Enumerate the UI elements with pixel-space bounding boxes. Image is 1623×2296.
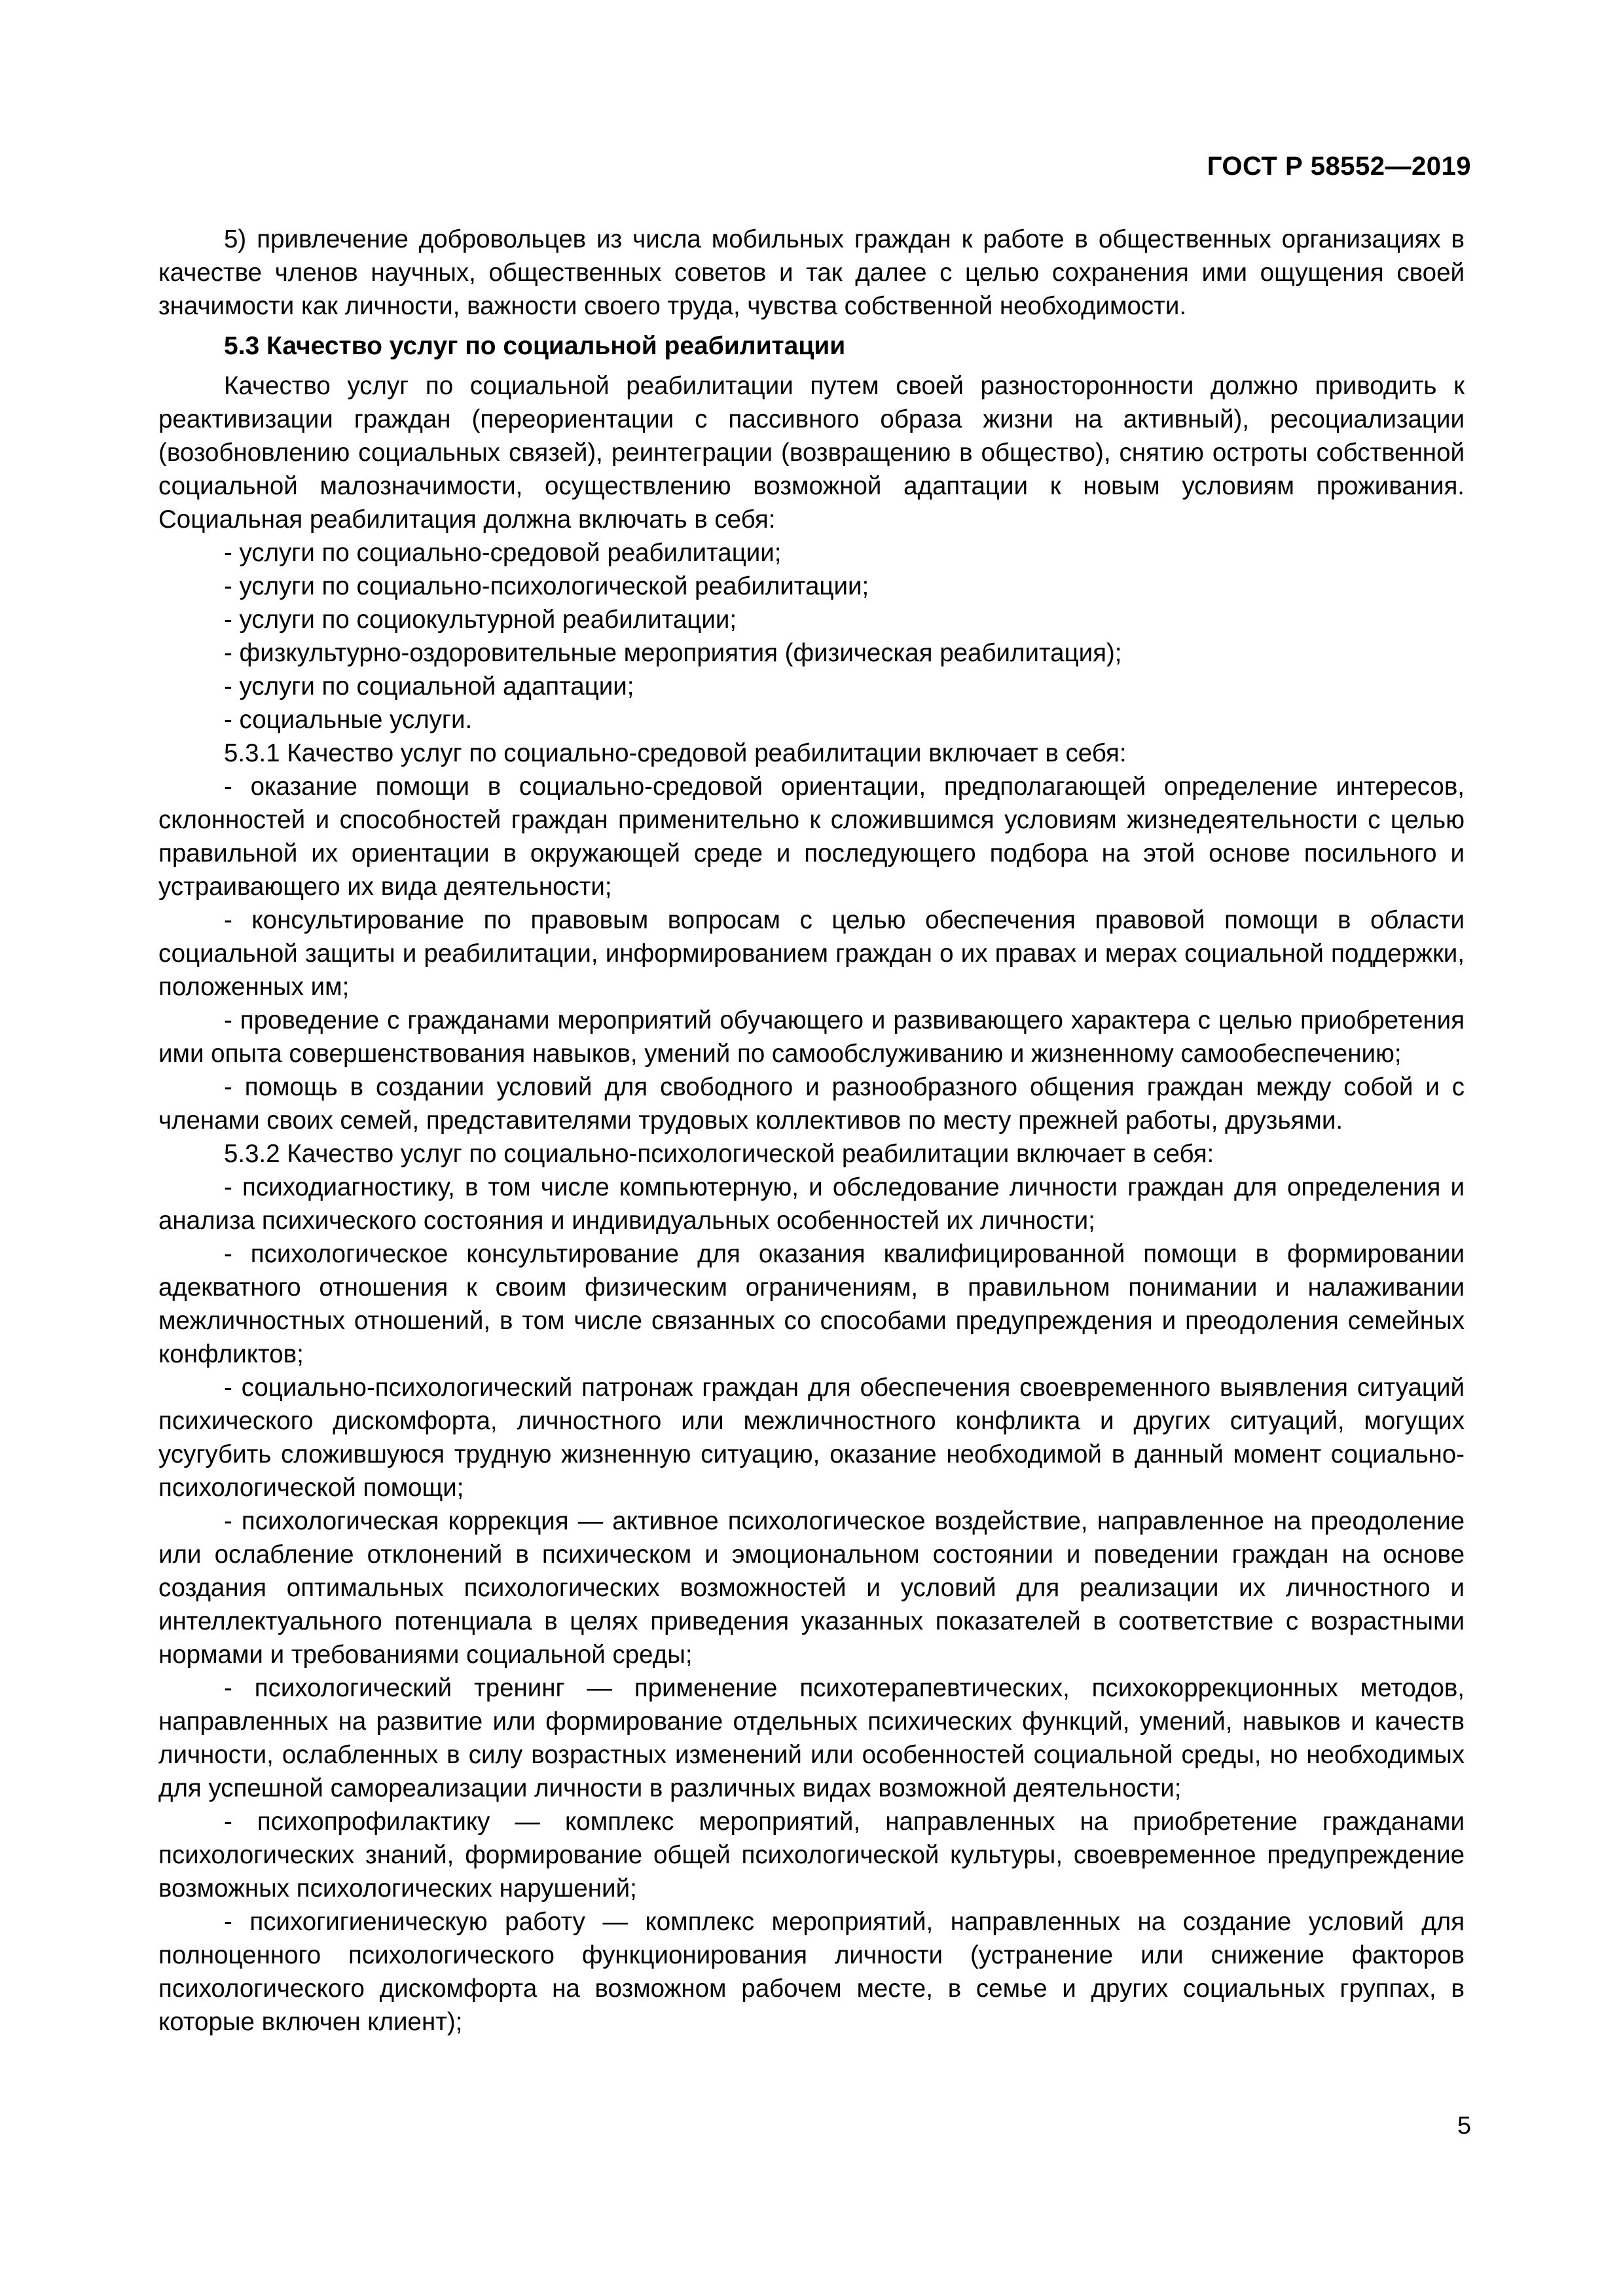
page-number: 5 xyxy=(1457,2112,1471,2140)
intro-paragraph: Качество услуг по социальной реабилитации путем своей разносторонности должно приводить к реактивизации граждан (переориентации с пассивного образа жизни на активный), ресоциализации (возобновлению социальных связей), реинтеграции (возвращению в общество), снятию остроты собственной социальной малозначимости, осуществлению возможной адаптации к новым условиям проживания. Социальная реабилитация должна включать в себя: xyxy=(158,372,1465,534)
subsection-531-title: 5.3.1 Качество услуг по социально-средовой реабилитации включает в себя: xyxy=(224,739,1127,767)
rehab-list-item: - социальные услуги. xyxy=(224,706,473,734)
s532-list-item: - психопрофилактику — комплекс мероприятий, направленных на приобретение гражданами психологических знаний, формирование общей психологической культуры, своевременное предупреждение возможных психологических нарушений; xyxy=(158,1808,1465,1903)
s532-list-item: - психологическое консультирование для оказания квалифицированной помощи в формировании адекватного отношения к своим физическим ограничениям, в правильном понимании и налаживании межличностных отношений, в том числе связанных со способами предупреждения и преодоления семейных конфликтов; xyxy=(158,1240,1465,1368)
s532-list-item: - психогигиеническую работу — комплекс мероприятий, направленных на создание условий для полноценного психологического функционирования личности (устранение или снижение факторов психологического дискомфорта на возможном рабочем месте, в семье и других социальных группах, в которые включен клиент); xyxy=(158,1908,1465,2036)
document-code: ГОСТ Р 58552—2019 xyxy=(1207,152,1471,181)
rehab-list-item: - физкультурно-оздоровительные мероприятия (физическая реабилитация); xyxy=(224,639,1122,667)
item-5-paragraph: 5) привлечение добровольцев из числа мобильных граждан к работе в общественных организациях в качестве членов научных, общественных советов и так далее с целью сохранения ими ощущения своей значимости как личности, важности своего труда, чувства собственной необходимости. xyxy=(158,225,1465,320)
s531-list-item: - оказание помощи в социально-средовой ориентации, предполагающей определение интересов, склонностей и способностей граждан применительно к сложившимся условиям жизнедеятельности с целью правильной их ориентации в окружающей среде и последующего подбора на этой основе посильного и устраивающего их вида деятельности; xyxy=(158,773,1465,901)
s531-list-item: - помощь в создании условий для свободного и разнообразного общения граждан между собой и с членами своих семей, представителями трудовых коллективов по месту прежней работы, друзьями. xyxy=(158,1073,1465,1135)
section-title: 5.3 Качество услуг по социальной реабилитации xyxy=(224,332,846,360)
page-content xyxy=(158,223,1465,2039)
subsection-532-title: 5.3.2 Качество услуг по социально-психологической реабилитации включает в себя: xyxy=(224,1140,1214,1168)
rehab-list-item: - услуги по социально-психологической реабилитации; xyxy=(224,572,869,600)
s532-list-item: - психодиагностику, в том числе компьютерную, и обследование личности граждан для определения и анализа психического состояния и индивидуальных особенностей их личности; xyxy=(158,1173,1465,1235)
s531-list-item: - консультирование по правовым вопросам с целью обеспечения правовой помощи в области социальной защиты и реабилитации, информированием граждан о их правах и мерах социальной поддержки, положенных им; xyxy=(158,906,1465,1001)
rehab-list-item: - услуги по социокультурной реабилитации; xyxy=(224,606,737,634)
s532-list-item: - социально-психологический патронаж граждан для обеспечения своевременного выявления ситуаций психического дискомфорта, личностного или межличностного конфликта и других ситуаций, могущих усугубить сложившуюся трудную жизненную ситуацию, оказание необходимой в данный момент социально-психологической помощи; xyxy=(158,1374,1465,1502)
s532-list-item: - психологический тренинг — применение психотерапевтических, психокоррекционных методов, направленных на развитие или формирование отдельных психических функций, умений, навыков и качеств личности, ослабленных в силу возрастных изменений или особенностей социальной среды, но необходимых для успешной самореализации личности в различных видах возможной деятельности; xyxy=(158,1674,1465,1802)
rehab-list-item: - услуги по социально-средовой реабилитации; xyxy=(224,539,782,567)
s532-list-item: - психологическая коррекция — активное психологическое воздействие, направленное на преодоление или ослабление отклонений в психическом и эмоциональном состоянии и поведении граждан на основе создания оптимальных психологических возможностей и условий для реализации их личностного и интеллектуального потенциала в целях приведения указанных показателей в соответствие с возрастными нормами и требованиями социальной среды; xyxy=(158,1507,1465,1669)
s531-list-item: - проведение с гражданами мероприятий обучающего и развивающего характера с целью приобретения ими опыта совершенствования навыков, умений по самообслуживанию и жизненному самообеспечению; xyxy=(158,1006,1465,1068)
rehab-list-item: - услуги по социальной адаптации; xyxy=(224,672,634,701)
